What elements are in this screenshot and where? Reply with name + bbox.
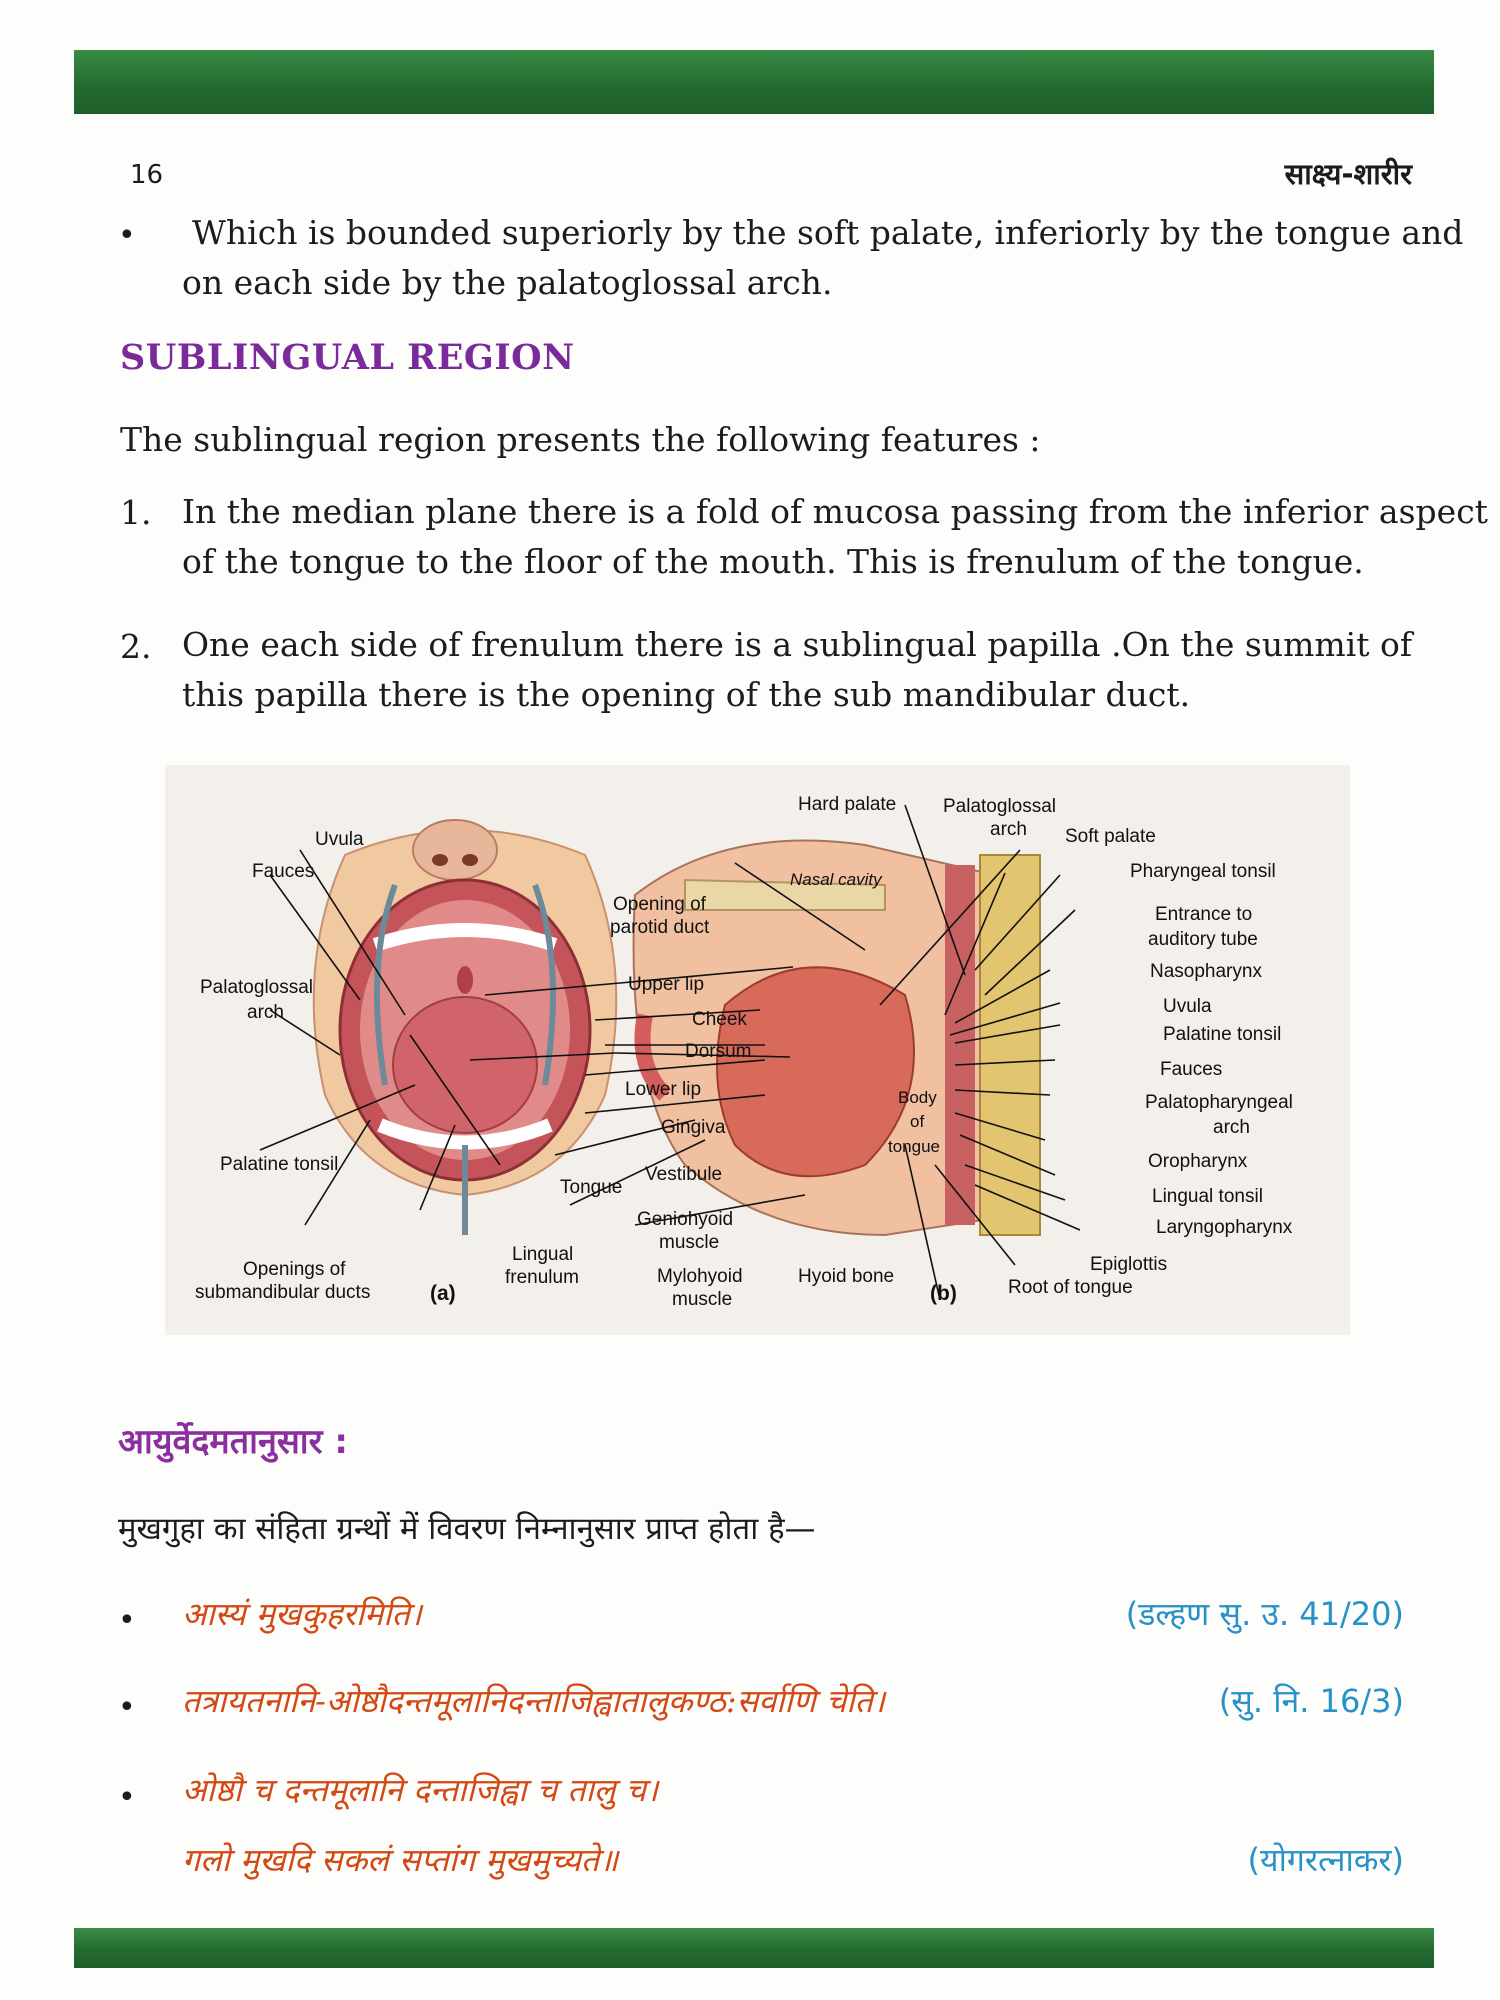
label-lingual-1: Lingual [512, 1244, 574, 1265]
item-2-line-2: this papilla there is the opening of the sub mandibular duct. [182, 675, 1191, 714]
item-2-line-1: One each side of frenulum there is a sublingual papilla .On the summit of [182, 625, 1413, 664]
label-lingual-2: frenulum [505, 1267, 579, 1288]
label-lingual-tonsil: Lingual tonsil [1152, 1186, 1263, 1207]
label-hard-palate: Hard palate [798, 794, 897, 815]
label-entrance-1: Entrance to [1155, 904, 1253, 925]
label-geniohyoid-2: muscle [659, 1232, 720, 1253]
verse-1: आस्यं मुखकुहरमिति। [182, 1595, 422, 1633]
section-heading: SUBLINGUAL REGION [120, 337, 575, 378]
label-body-3: tongue [888, 1137, 940, 1156]
label-opening-parotid-1: Opening of [613, 894, 706, 915]
label-palatoglossal-b-1: Palatoglossal [943, 796, 1057, 817]
label-gingiva: Gingiva [661, 1117, 726, 1138]
panel-a-label: (a) [430, 1282, 456, 1305]
item-number: 2. [120, 627, 152, 666]
bullet-dot: • [118, 1690, 136, 1725]
label-oropharynx: Oropharynx [1148, 1151, 1248, 1172]
label-nasopharynx: Nasopharynx [1150, 961, 1262, 982]
label-palatine-tonsil-a: Palatine tonsil [220, 1154, 339, 1175]
label-body-1: Body [898, 1088, 937, 1107]
label-uvula-b: Uvula [1163, 996, 1212, 1017]
label-pharyngeal-tonsil: Pharyngeal tonsil [1130, 861, 1276, 882]
label-mylohyoid-2: muscle [672, 1289, 733, 1310]
mouth-anatomy-figure [165, 765, 1350, 1335]
label-palatine-tonsil-b: Palatine tonsil [1163, 1024, 1282, 1045]
verse-2: तत्रायतनानि-ओष्ठौदन्तमूलानिदन्ताजिह्वातालुकण्ठ:सर्वाणि चेति। [182, 1682, 885, 1720]
label-tongue-a: Tongue [560, 1177, 623, 1198]
label-entrance-2: auditory tube [1148, 929, 1258, 950]
label-geniohyoid-1: Geniohyoid [637, 1209, 734, 1230]
label-palatoglossal-a-2: arch [247, 1002, 284, 1023]
label-vestibule: Vestibule [645, 1164, 723, 1185]
verse-2-reference: (सु. नि. 16/3) [1218, 1682, 1404, 1720]
label-dorsum: Dorsum [685, 1041, 752, 1062]
label-hyoid-bone: Hyoid bone [798, 1266, 895, 1287]
bullet-dot: • [118, 1780, 136, 1815]
verse-3-line-1: ओष्ठौ च दन्तमूलानि दन्ताजिह्वा च तालु च। [182, 1771, 659, 1809]
label-palatoglossal-b-2: arch [990, 819, 1027, 840]
running-title: साक्ष्य-शारीर [1284, 157, 1412, 191]
label-fauces-a: Fauces [252, 861, 315, 882]
label-openings-1: Openings of [243, 1259, 346, 1280]
bullet-dot: • [118, 1603, 136, 1638]
label-uvula-a: Uvula [315, 829, 364, 850]
label-palatopharyngeal-1: Palatopharyngeal [1145, 1092, 1293, 1113]
intro-line-1: Which is bounded superiorly by the soft palate, inferiorly by the tongue and [192, 213, 1464, 252]
item-1-line-1: In the median plane there is a fold of mucosa passing from the inferior aspect [182, 492, 1488, 531]
label-opening-parotid-2: parotid duct [610, 917, 710, 938]
ayurveda-intro: मुखगुहा का संहिता ग्रन्थों में विवरण निम्नानुसार प्राप्त होता है— [118, 1511, 816, 1547]
label-soft-palate: Soft palate [1065, 826, 1156, 847]
label-epiglottis: Epiglottis [1090, 1254, 1168, 1275]
top-green-band [74, 50, 1434, 114]
panel-b-label: (b) [930, 1282, 957, 1305]
label-cheek: Cheek [692, 1009, 747, 1030]
label-fauces-b: Fauces [1160, 1059, 1223, 1080]
verse-3-reference: (योगरत्नाकर) [1247, 1841, 1404, 1879]
label-nasal-cavity: Nasal cavity [790, 870, 882, 889]
anatomy-illustration [165, 765, 1350, 1335]
label-body-2: of [910, 1112, 925, 1131]
label-mylohyoid-1: Mylohyoid [657, 1266, 743, 1287]
item-1-line-2: of the tongue to the floor of the mouth. This is frenulum of the tongue. [182, 542, 1364, 581]
label-lower-lip: Lower lip [625, 1079, 702, 1100]
verse-3-line-2: गलो मुखदि सकलं सप्तांग मुखमुच्यते॥ [182, 1841, 619, 1879]
item-number: 1. [120, 493, 152, 532]
label-upper-lip: Upper lip [628, 974, 705, 995]
ayurveda-heading: आयुर्वेदमतानुसार : [118, 1422, 348, 1462]
label-root-of-tongue: Root of tongue [1008, 1277, 1133, 1298]
label-palatoglossal-a-1: Palatoglossal [200, 977, 314, 998]
intro-line-2: on each side by the palatoglossal arch. [182, 263, 833, 302]
label-openings-2: submandibular ducts [195, 1282, 371, 1303]
page-number: 16 [130, 160, 164, 190]
label-laryngopharynx: Laryngopharynx [1156, 1217, 1293, 1238]
bottom-green-band [74, 1928, 1434, 1968]
bullet-dot: • [118, 218, 136, 253]
verse-1-reference: (डल्हण सु. उ. 41/20) [1125, 1595, 1404, 1633]
label-palatopharyngeal-2: arch [1213, 1117, 1250, 1138]
lead-paragraph: The sublingual region presents the following features : [120, 420, 1041, 459]
